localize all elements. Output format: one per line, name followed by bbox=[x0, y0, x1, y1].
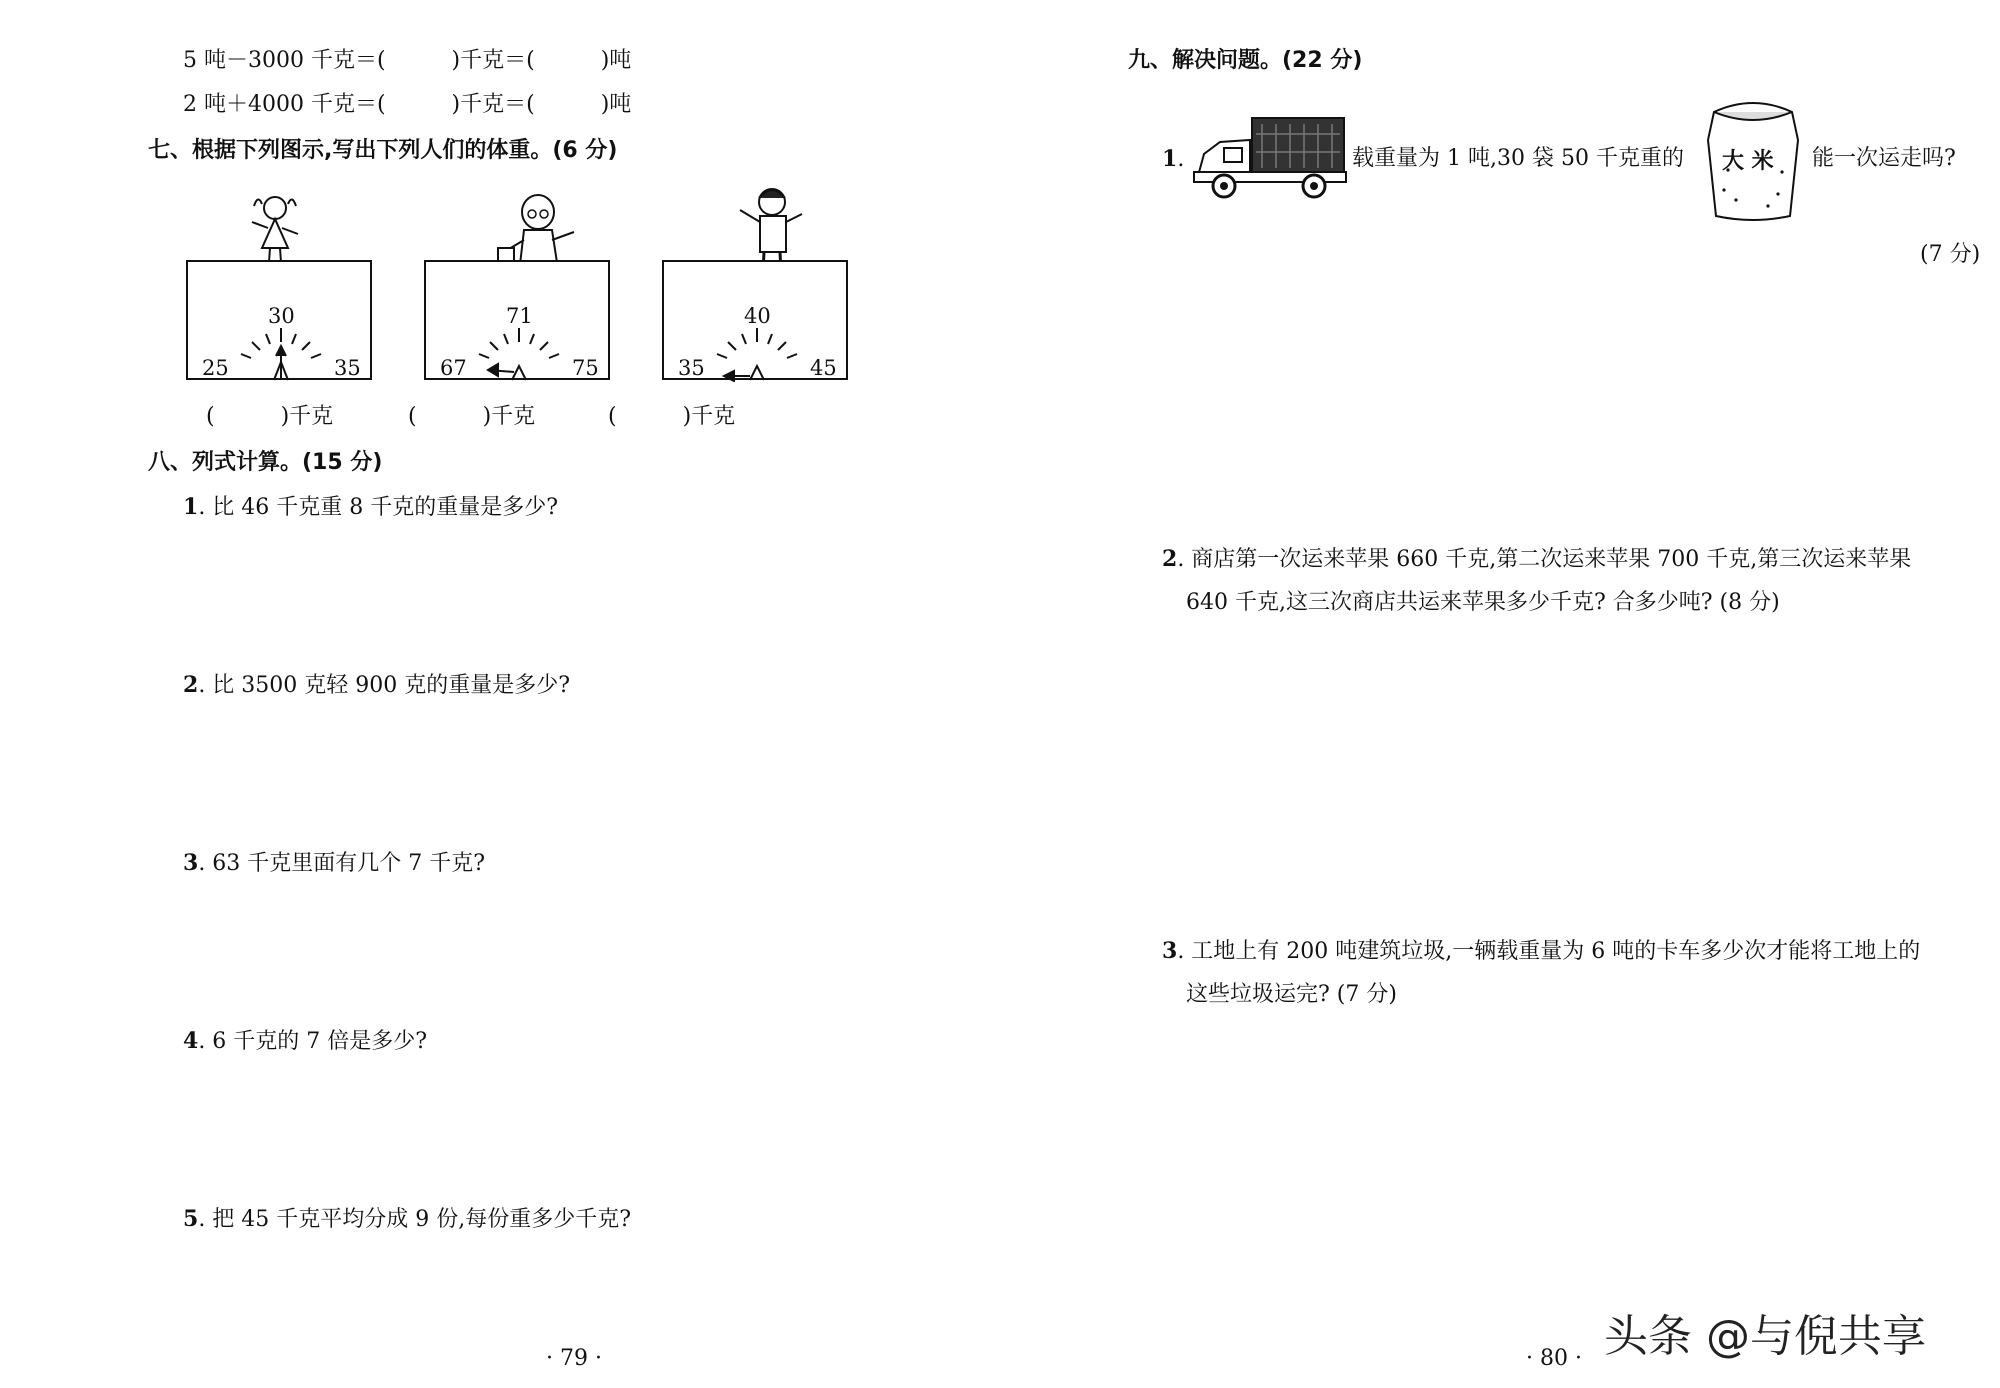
question-number: 1 bbox=[183, 494, 199, 520]
scale-2-right-value: 75 bbox=[572, 356, 599, 380]
section9-question-2-line-1 bbox=[1162, 548, 1911, 571]
question-number: 4 bbox=[183, 1028, 199, 1054]
page-number-right: · 80 · bbox=[1526, 1346, 1582, 1371]
q1-text-part-b: 能一次运走吗? bbox=[1812, 146, 1956, 171]
question-number: 1 bbox=[1162, 146, 1178, 172]
question-number: 3 bbox=[183, 850, 199, 876]
question-number: 5 bbox=[183, 1206, 199, 1232]
question-number: 2 bbox=[183, 672, 199, 698]
conversion-line-2: 2 吨＋4000 千克＝( )千克＝( )吨 bbox=[183, 92, 632, 117]
section7-title: 七、根据下列图示,写出下列人们的体重。(6 分) bbox=[148, 138, 618, 163]
section9-title: 九、解决问题。(22 分) bbox=[1128, 48, 1363, 73]
section8-question-1 bbox=[183, 496, 558, 519]
section9-question-3-line-2: 这些垃圾运完? (7 分) bbox=[1186, 982, 1397, 1007]
answer-blank-3: ( )千克 bbox=[608, 404, 736, 429]
scale-3 bbox=[662, 260, 848, 380]
rice-bag-icon bbox=[1698, 98, 1808, 226]
question-number: 3 bbox=[1162, 938, 1178, 964]
rice-bag-label: 大 米 bbox=[1722, 148, 1774, 174]
question-text: . 63 千克里面有几个 7 千克? bbox=[198, 851, 486, 876]
scale-3-right-value: 45 bbox=[810, 356, 837, 380]
question-text: . 工地上有 200 吨建筑垃圾,一辆载重量为 6 吨的卡车多少次才能将工地上的 bbox=[1177, 939, 1921, 964]
truck-icon bbox=[1190, 114, 1348, 206]
question-text: . 把 45 千克平均分成 9 份,每份重多少千克? bbox=[198, 1207, 632, 1232]
section9-question-1: 1. bbox=[1162, 146, 1185, 172]
scale-2-top-value: 71 bbox=[506, 304, 533, 328]
scale-1-right-value: 35 bbox=[334, 356, 361, 380]
scale-1-top-value: 30 bbox=[268, 304, 295, 328]
scale-3-left-value: 35 bbox=[678, 356, 705, 380]
scale-2-left-value: 67 bbox=[440, 356, 467, 380]
section8-question-2 bbox=[183, 674, 570, 697]
scale-3-top-value: 40 bbox=[744, 304, 771, 328]
question-number: 2 bbox=[1162, 546, 1178, 572]
q1-text-part-a: 载重量为 1 吨,30 袋 50 千克重的 bbox=[1352, 146, 1684, 171]
scale-1-left-value: 25 bbox=[202, 356, 229, 380]
question-text: . 比 3500 克轻 900 克的重量是多少? bbox=[198, 673, 571, 698]
section8-title: 八、列式计算。(15 分) bbox=[148, 450, 383, 475]
question-text: . 6 千克的 7 倍是多少? bbox=[198, 1029, 428, 1054]
question-text: . 商店第一次运来苹果 660 千克,第二次运来苹果 700 千克,第三次运来苹果 bbox=[1177, 547, 1912, 572]
section8-question-5 bbox=[183, 1208, 631, 1231]
section8-question-4 bbox=[183, 1030, 427, 1053]
scale-2 bbox=[424, 260, 610, 380]
section9-question-3-line-1 bbox=[1162, 940, 1920, 963]
watermark: 头条 @与倪共享 bbox=[1604, 1311, 1926, 1362]
section9-question-2-line-2: 640 千克,这三次商店共运来苹果多少千克? 合多少吨? (8 分) bbox=[1186, 590, 1780, 615]
conversion-line-1: 5 吨－3000 千克＝( )千克＝( )吨 bbox=[183, 48, 632, 73]
girl-figure bbox=[240, 192, 310, 268]
page-number-left: · 79 · bbox=[546, 1346, 602, 1371]
question-text: . 比 46 千克重 8 千克的重量是多少? bbox=[198, 495, 559, 520]
answer-blank-1: ( )千克 bbox=[206, 404, 334, 429]
scale-1 bbox=[186, 260, 372, 380]
answer-blank-2: ( )千克 bbox=[408, 404, 536, 429]
q1-points: (7 分) bbox=[1920, 242, 1981, 267]
section8-question-3 bbox=[183, 852, 485, 875]
